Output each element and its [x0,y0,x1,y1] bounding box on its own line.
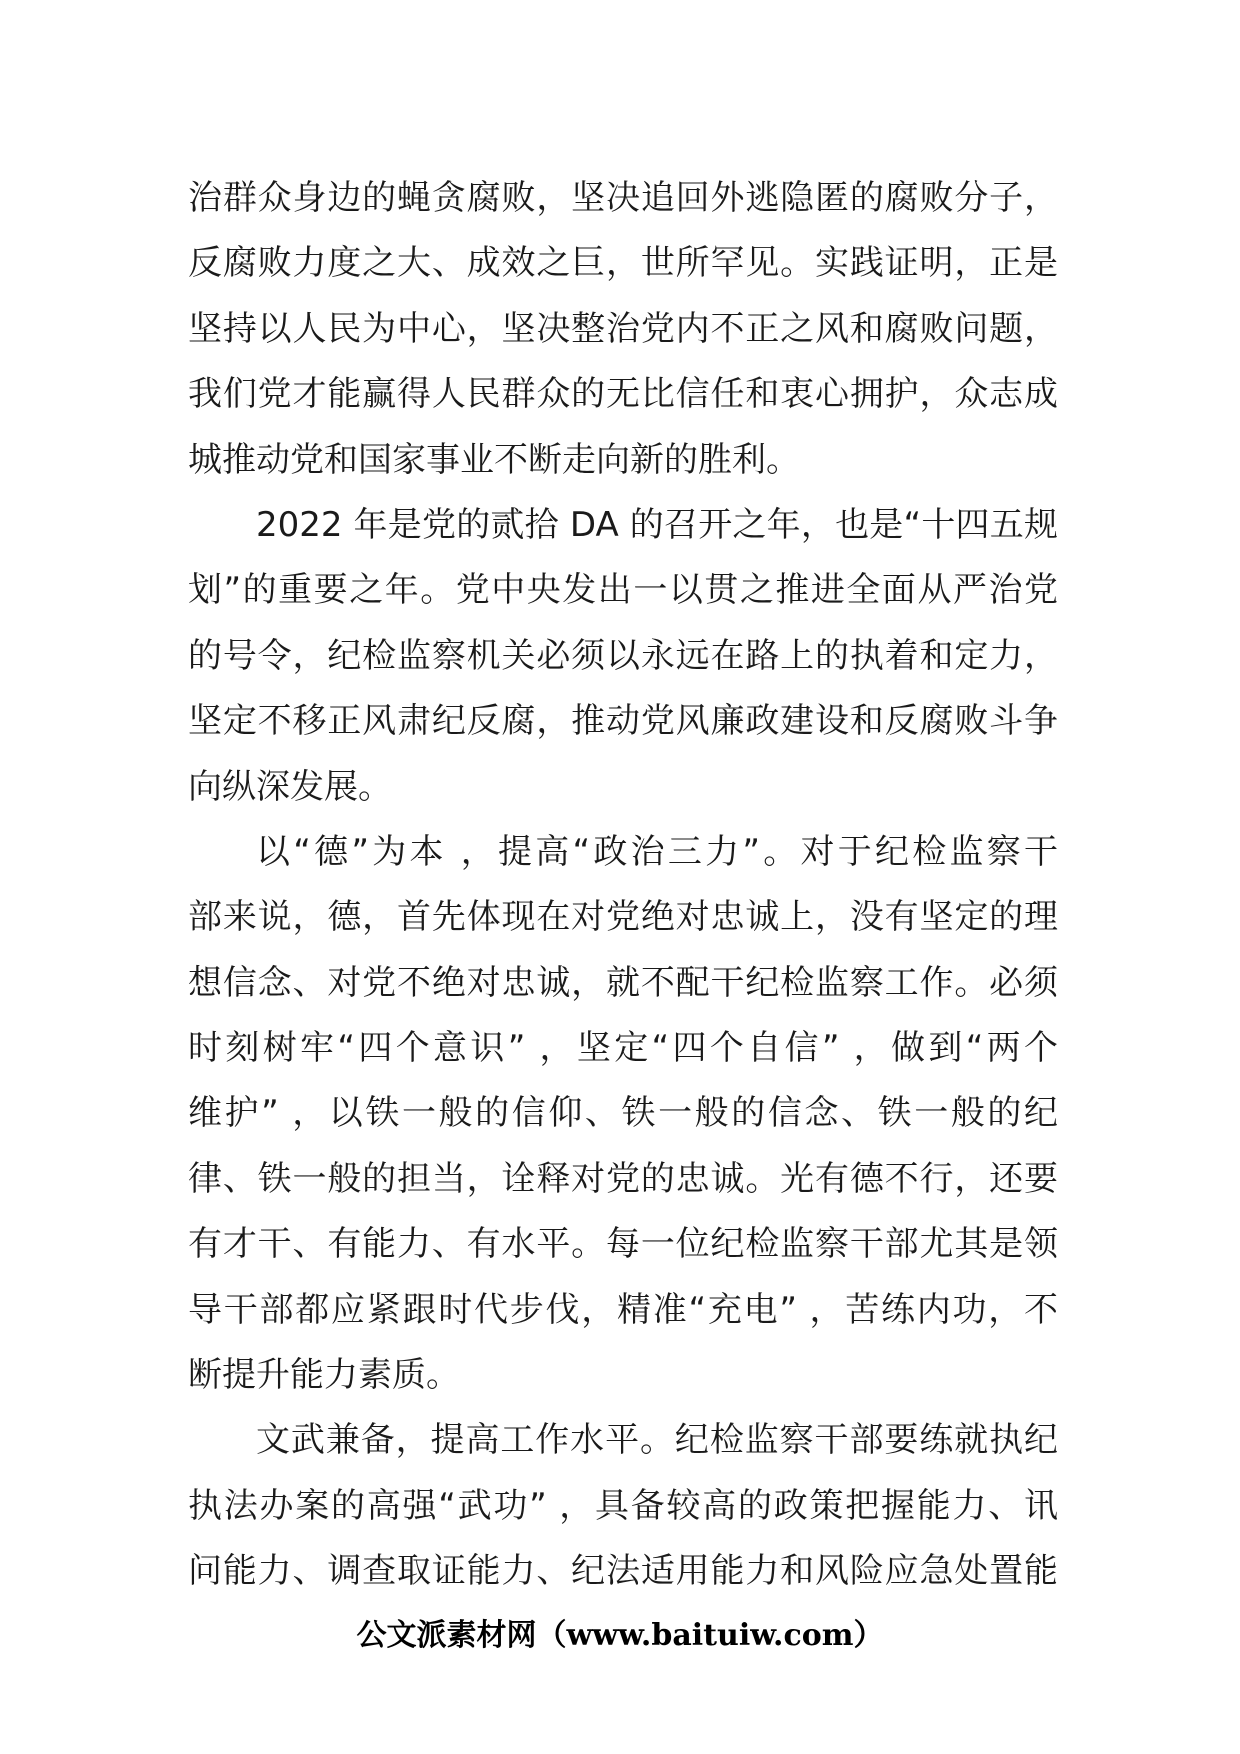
paragraph-line: 反腐败力度之大、成效之巨，世所罕见。实践证明，正是 [188,243,1058,284]
paragraph-line: 导干部都应紧跟时代步伐，精准“充电” ，苦练内功，不 [188,1289,1058,1330]
paragraph-line: 律、铁一般的担当，诠释对党的忠诚。光有德不行，还要 [188,1158,1058,1199]
paragraph [188,820,1058,1409]
paragraph-line: 执法办案的高强“武功” ，具备较高的政策把握能力、讯 [188,1485,1058,1526]
paragraph [188,166,1058,493]
paragraph-line: 城推动党和国家事业不断走向新的胜利。 [188,439,800,480]
paragraph-line: 坚定不移正风肃纪反腐，推动党风廉政建设和反腐败斗争 [188,701,1058,742]
paragraph-line: 治群众身边的蝇贪腐败，坚决追回外逃隐匿的腐败分子， [188,178,1058,218]
paragraph-line: 划”的重要之年。党中央发出一以贯之推进全面从严治党 [188,570,1058,611]
paragraph [188,1408,1058,1604]
paragraph-line: 想信念、对党不绝对忠诚，就不配干纪检监察工作。必须 [188,962,1058,1003]
page-footer-watermark: 公文派素材网（www.baituiw.com） [356,1618,884,1653]
paragraph-line: 坚持以人民为中心，坚决整治党内不正之风和腐败问题， [188,308,1058,349]
paragraph-line: 部来说，德，首先体现在对党绝对忠诚上，没有坚定的理 [188,897,1058,938]
paragraph-line: 有才干、有能力、有水平。每一位纪检监察干部尤其是领 [188,1224,1058,1265]
paragraph [188,493,1058,820]
paragraph-line: 向纵深发展。 [188,766,392,807]
paragraph-line: 文武兼备，提高工作水平。纪检监察干部要练就执纪 [256,1420,1058,1461]
paragraph-line: 的号令，纪检监察机关必须以永远在路上的执着和定力， [188,635,1058,676]
paragraph-line: 2022 年是党的贰拾 DA 的召开之年，也是“十四五规 [256,504,1058,545]
paragraph-line: 以“德”为本 ，提高“政治三力”。对于纪检监察干 [256,831,1058,872]
paragraph-line: 断提升能力素质。 [188,1355,460,1396]
document-body [188,166,1058,1605]
paragraph-line: 问能力、调查取证能力、纪法适用能力和风险应急处置能 [188,1551,1058,1592]
paragraph-line: 时刻树牢“四个意识” ，坚定“四个自信” ，做到“两个 [188,1028,1058,1069]
paragraph-line: 维护” ，以铁一般的信仰、铁一般的信念、铁一般的纪 [188,1093,1058,1134]
paragraph-line: 我们党才能赢得人民群众的无比信任和衷心拥护，众志成 [188,374,1058,415]
